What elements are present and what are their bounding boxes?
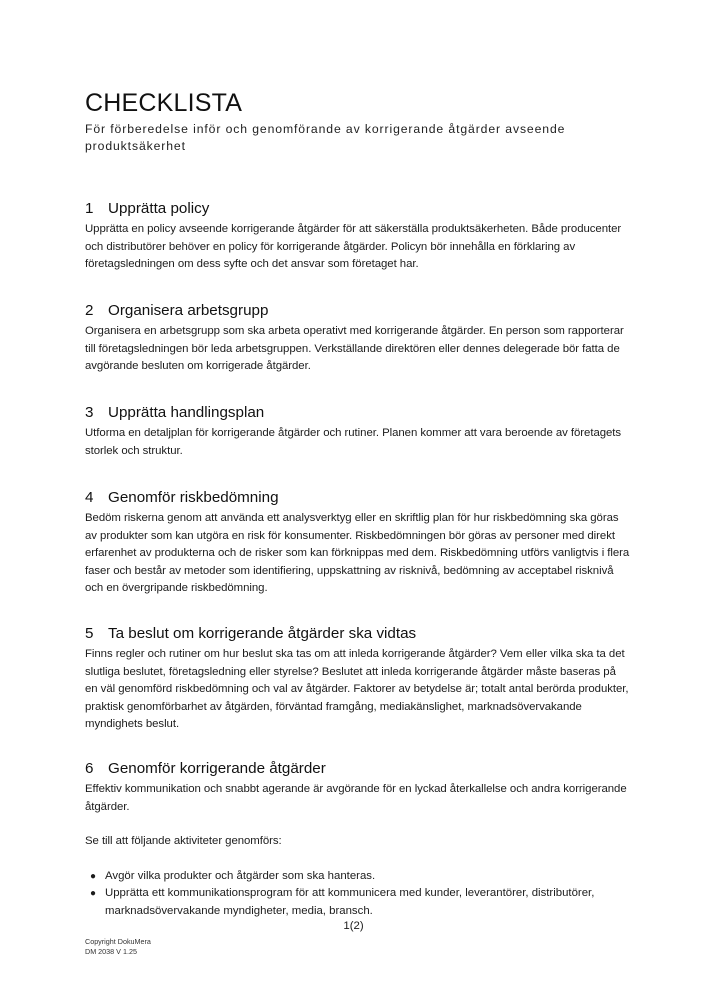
section-heading	[85, 403, 630, 423]
section-body: Bedöm riskerna genom att använda ett analysverktyg eller en skriftlig plan för hur riskbedömning ska göras av produkter som kan utgöra en risk för konsumenter. Riskbedömningen bör göras av personer med direkt erfarenhet av produkterna och de risker som kan förknippas med dem. Riskbedömning utförs vanligtvis i flera faser och består av metoder som identifiering, uppskattning av risknivå, bedömning av acceptabel risknivå och en övergripande riskbedömning.	[85, 512, 630, 594]
list-item-text: Avgör vilka produkter och åtgärder som ska hanteras.	[105, 869, 376, 882]
section-body: Organisera en arbetsgrupp som ska arbeta operativt med korrigerande åtgärder. En person som rapporterar till företagsledningen bör leda arbetsgruppen. Verkställande direktören eller dennes delegerade bör fatta de avgörande besluten om korrigerade åtgärder.	[85, 325, 624, 372]
footer-copyright: Copyright DokuMera	[85, 937, 151, 946]
section-heading	[85, 199, 630, 219]
section-5	[85, 624, 630, 734]
section-number: 5	[85, 625, 94, 642]
list-item	[85, 868, 630, 886]
section-title: Ta beslut om korrigerande åtgärder ska vidtas	[108, 625, 417, 642]
page-number: 1(2)	[343, 920, 364, 932]
section-1	[85, 199, 630, 274]
section-6	[85, 759, 630, 920]
section-2	[85, 301, 630, 376]
document-subtitle: För förberedelse inför och genomförande av korrigerande åtgärder avseende produktsäkerhet	[85, 122, 566, 153]
footer-doc-id: DM 2038 V 1.25	[85, 947, 137, 956]
section-intro: Se till att följande aktiviteter genomförs:	[85, 835, 282, 847]
section-body: Finns regler och rutiner om hur beslut ska tas om att inleda korrigerande åtgärder? Vem eller vilka ska ta det slutliga beslutet, företagsledning eller styrelse? Beslutet att inleda korrigerande åtgärder måste baseras på en väl genomförd riskbedömning och val av åtgärder. Faktorer av betydelse är; totalt antal berörda produkter, praktisk genomförbarhet av åtgärden, förväntad framgång, mediakänslighet, marknadsövervakande myndighets beslut.	[85, 648, 629, 730]
activity-list	[85, 868, 630, 921]
section-body: Effektiv kommunikation och snabbt agerande är avgörande för en lyckad återkallelse och andra korrigerande åtgärder.	[85, 783, 627, 813]
section-number: 4	[85, 489, 94, 506]
section-heading	[85, 624, 630, 644]
section-body: Utforma en detaljplan för korrigerande åtgärder och rutiner. Planen kommer att vara beroende av företagets storlek och struktur.	[85, 427, 622, 457]
section-title: Genomför riskbedömning	[108, 489, 279, 506]
section-4	[85, 488, 630, 598]
section-heading	[85, 301, 630, 321]
footer	[85, 937, 151, 957]
section-body: Upprätta en policy avseende korrigerande åtgärder för att säkerställa produktsäkerheten. Både producenter och distributörer behöver en policy för korrigerande åtgärder. Policyn bör innehålla en förklaring av företagsledningen om dess syfte och det ansvar som företaget har.	[85, 223, 622, 270]
section-heading	[85, 488, 630, 508]
section-number: 2	[85, 302, 94, 319]
list-item-text: Upprätta ett kommunikationsprogram för att kommunicera med kunder, leverantörer, distributörer, marknadsövervakande myndigheter, media, bransch.	[105, 887, 595, 917]
section-title: Organisera arbetsgrupp	[108, 302, 269, 319]
section-3	[85, 403, 630, 460]
document-title: CHECKLISTA	[85, 89, 243, 117]
bullet-icon: ●	[90, 888, 97, 899]
section-number: 6	[85, 760, 94, 777]
section-number: 3	[85, 404, 94, 421]
bullet-icon: ●	[90, 870, 97, 882]
section-title: Genomför korrigerande åtgärder	[108, 760, 326, 777]
section-title: Upprätta handlingsplan	[108, 404, 265, 421]
list-item	[85, 885, 630, 920]
section-title: Upprätta policy	[108, 200, 210, 217]
section-number: 1	[85, 200, 94, 217]
section-heading	[85, 759, 630, 779]
